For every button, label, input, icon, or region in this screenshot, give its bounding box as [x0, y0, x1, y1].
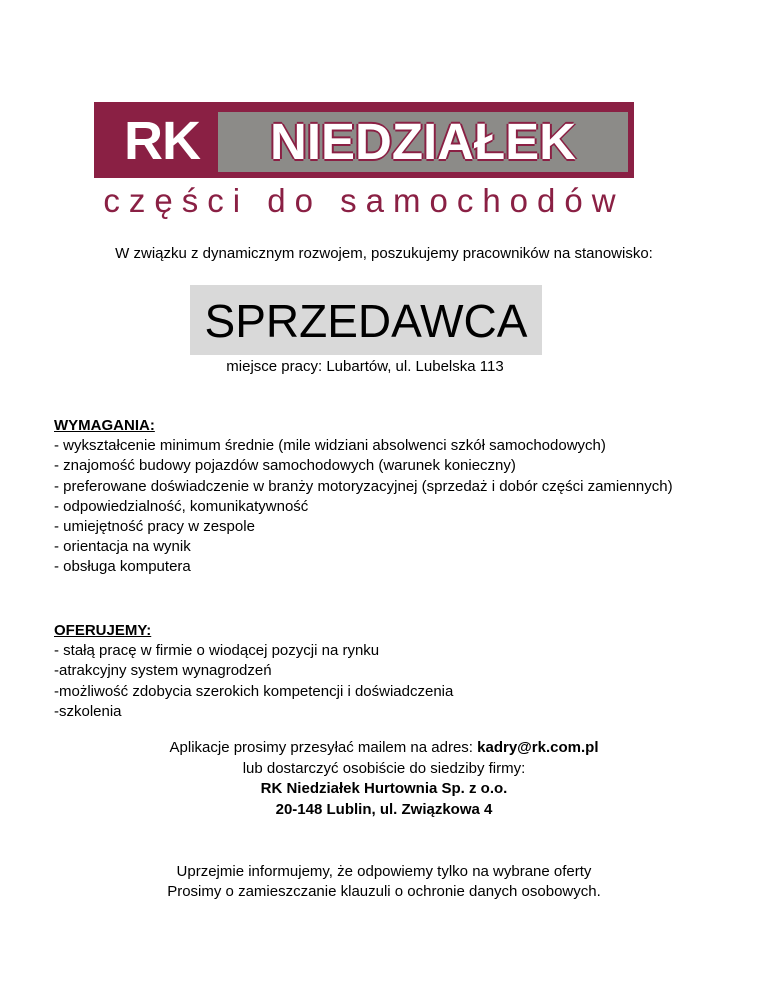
requirements-section [54, 416, 694, 578]
intro-text: W związku z dynamicznym rozwojem, poszukujemy pracowników na stanowisko: [115, 245, 653, 262]
offer-section [54, 621, 694, 722]
requirement-item: - wykształcenie minimum średnie (mile widziani absolwenci szkół samochodowych) [54, 437, 606, 455]
company-logo [94, 102, 634, 220]
contact-section [0, 738, 768, 820]
apply-line [0, 738, 768, 759]
requirements-list [54, 436, 694, 577]
offer-heading: OFERUJEMY: [54, 622, 152, 639]
requirement-item: - obsługa komputera [54, 558, 191, 576]
company-name: RK Niedziałek Hurtownia Sp. z o.o. [260, 780, 508, 798]
closing-line-1: Uprzejmie informujemy, że odpowiemy tylko na wybrane oferty [176, 863, 592, 880]
apply-text: Aplikacje prosimy przesyłać mailem na adres: [169, 739, 478, 756]
requirement-item: - orientacja na wynik [54, 538, 191, 556]
closing-line-2: Prosimy o zamieszczanie klauzuli o ochronie danych osobowych. [167, 883, 601, 900]
requirement-item: - odpowiedzialność, komunikatywność [54, 497, 309, 515]
closing-section [0, 862, 768, 902]
company-address: 20-148 Lublin, ul. Związkowa 4 [275, 800, 493, 818]
delivery-line: lub dostarczyć osobiście do siedziby firmy: [242, 759, 526, 777]
offer-item: - stałą pracę w firmie o wiodącej pozycji na rynku [54, 642, 380, 660]
requirement-item: - umiejętność pracy w zespole [54, 518, 255, 536]
logo-tagline: części do samochodów [103, 182, 625, 219]
requirements-heading: WYMAGANIA: [54, 417, 155, 434]
offer-item: -możliwość zdobycia szerokich kompetencji i doświadczenia [54, 682, 454, 700]
work-location: miejsce pracy: Lubartów, ul. Lubelska 113 [226, 358, 504, 375]
offer-item: -szkolenia [54, 702, 122, 720]
job-title: SPRZEDAWCA [204, 295, 528, 347]
requirement-item: - znajomość budowy pojazdów samochodowych (warunek konieczny) [54, 457, 516, 475]
logo-company-name: NIEDZIAŁEK [270, 113, 576, 170]
offer-item: -atrakcyjny system wynagrodzeń [54, 662, 272, 680]
offer-list [54, 641, 694, 722]
requirement-item: - preferowane doświadczenie w branży motoryzacyjnej (sprzedaż i dobór części zamiennych) [54, 477, 673, 495]
logo-rk-text: RK [124, 111, 200, 171]
contact-email-link[interactable]: kadry@rk.com.pl [477, 739, 599, 756]
